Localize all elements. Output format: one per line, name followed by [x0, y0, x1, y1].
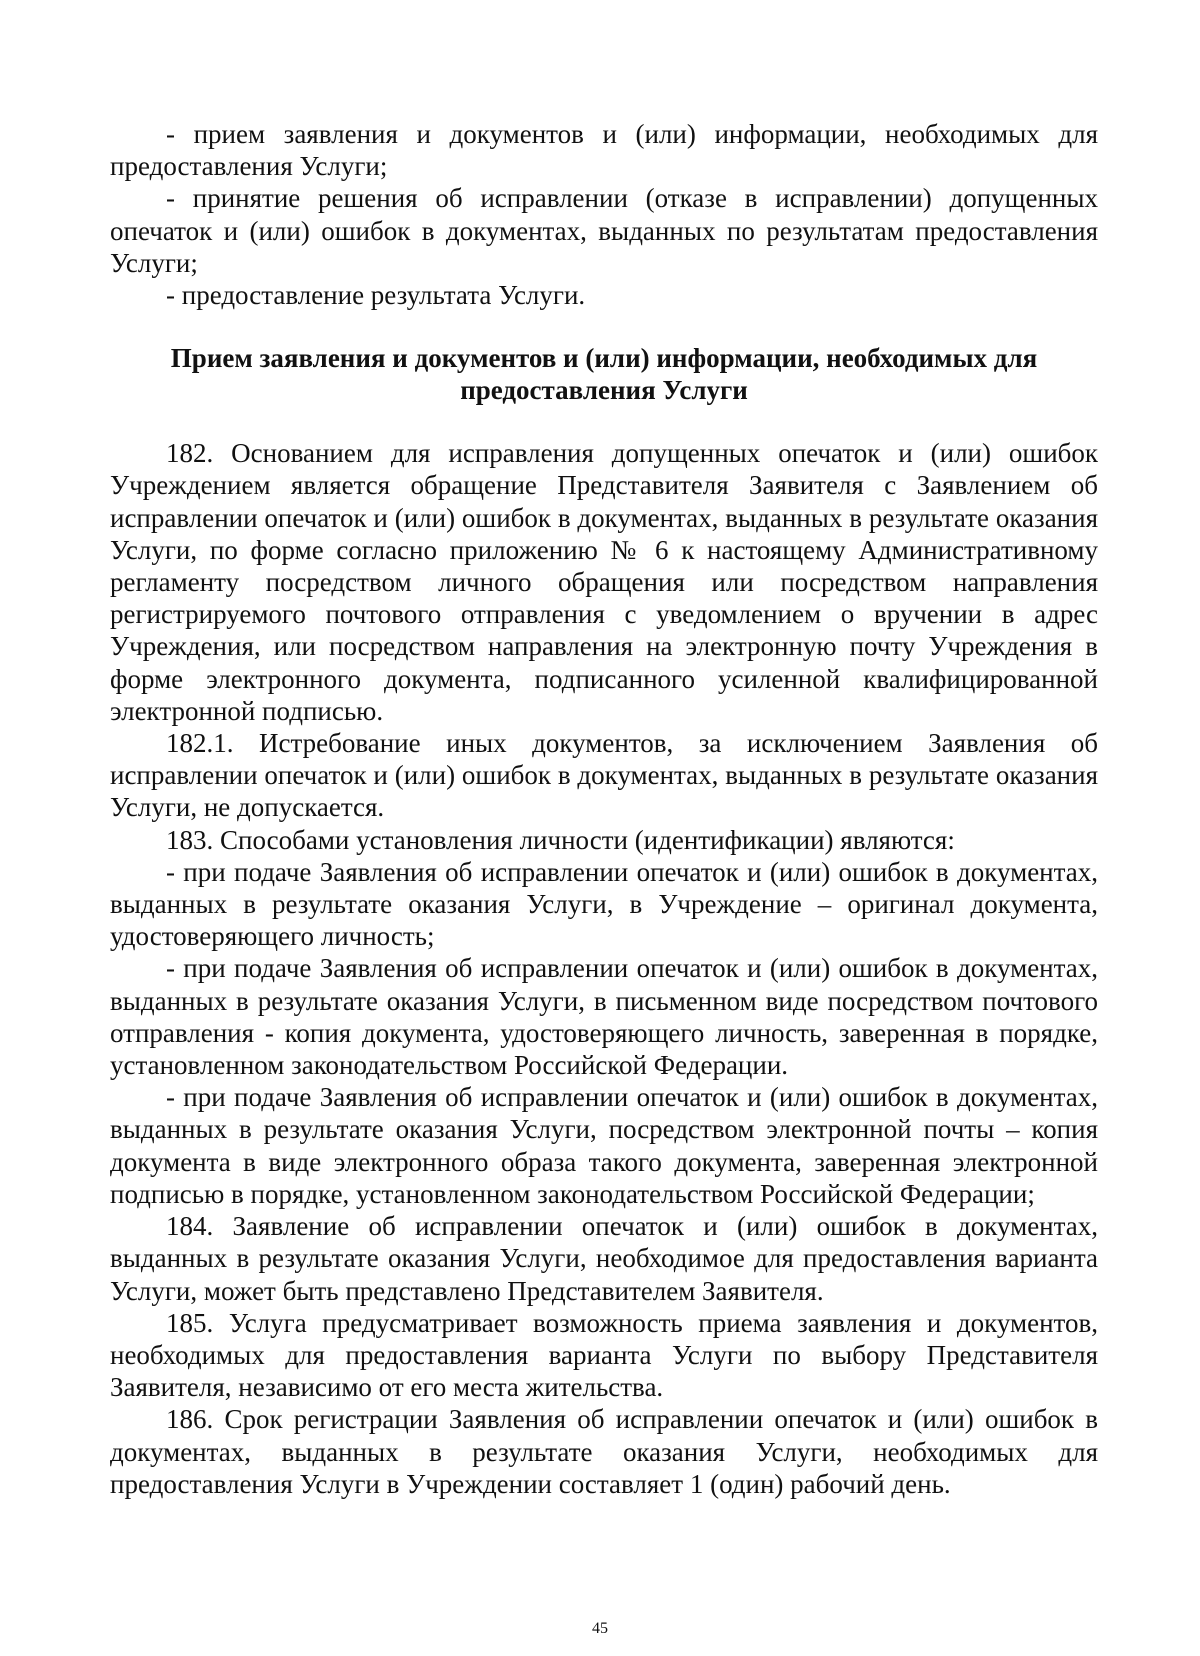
- section-heading-line-2: предоставления Услуги: [460, 375, 748, 406]
- list-item-identification-by-email: - при подаче Заявления об исправлении опечаток и (или) ошибок в документах, выданных в результате оказания Услуги, посредством электронной почты – копия документа в виде электронного образа такого документа, заверенная электронной подписью в порядке, установленном законодательством Российской Федерации;: [110, 1082, 1098, 1209]
- paragraph-184: 184. Заявление об исправлении опечаток и (или) ошибок в документах, выданных в результате оказания Услуги, необходимое для предоставления варианта Услуги, может быть представлено Представителем Заявителя.: [110, 1211, 1098, 1306]
- list-item-identification-in-person: - при подаче Заявления об исправлении опечаток и (или) ошибок в документах, выданных в результате оказания Услуги, в Учреждение – оригинал документа, удостоверяющего личность;: [110, 856, 1098, 952]
- list-item-receive-application: - прием заявления и документов и (или) информации, необходимых для предоставления Услуги;: [110, 119, 1098, 182]
- paragraph-186: 186. Срок регистрации Заявления об исправлении опечаток и (или) ошибок в документах, выданных в результате оказания Услуги, необходимых для предоставления Услуги в Учреждении составляет 1 (один) рабочий день.: [110, 1404, 1098, 1499]
- paragraph-185: 185. Услуга предусматривает возможность приема заявления и документов, необходимых для предоставления варианта Услуги по выбору Представителя Заявителя, независимо от его места жительства.: [110, 1307, 1098, 1403]
- paragraph-183: 183. Способами установления личности (идентификации) являются:: [166, 824, 955, 855]
- list-item-identification-by-post: - при подаче Заявления об исправлении опечаток и (или) ошибок в документах, выданных в результате оказания Услуги, в письменном виде посредством почтового отправления - копия документа, удостоверяющего личность, заверенная в порядке, установленном законодательством Российской Федерации.: [110, 953, 1098, 1081]
- section-heading-line-1: Прием заявления и документов и (или) информации, необходимых для: [170, 343, 1038, 374]
- list-item-provide-result: - предоставление результата Услуги.: [166, 280, 586, 311]
- page-content: [110, 118, 1098, 1500]
- page-number: 45: [592, 1620, 608, 1637]
- paragraph-182: 182. Основанием для исправления допущенных опечаток и (или) ошибок Учреждением является обращение Представителя Заявителя с Заявлением об исправлении опечаток и (или) ошибок в документах, выданных в результате оказания Услуги, по форме согласно приложению № 6 к настоящему Административному регламенту посредством личного обращения или посредством направления регистрируемого почтового отправления с уведомлением о вручении в адрес Учреждения, или посредством направления на электронную почту Учреждения в форме электронного документа, подписанного усиленной квалифицированной электронной подписью.: [110, 438, 1098, 726]
- section-heading: [110, 342, 1098, 406]
- paragraph-182-1: 182.1. Истребование иных документов, за исключением Заявления об исправлении опечаток и (или) ошибок в документах, выданных в результате оказания Услуги, не допускается.: [110, 728, 1098, 823]
- list-item-decision-correction: - принятие решения об исправлении (отказе в исправлении) допущенных опечаток и (или) ошибок в документах, выданных по результатам предоставления Услуги;: [110, 183, 1098, 278]
